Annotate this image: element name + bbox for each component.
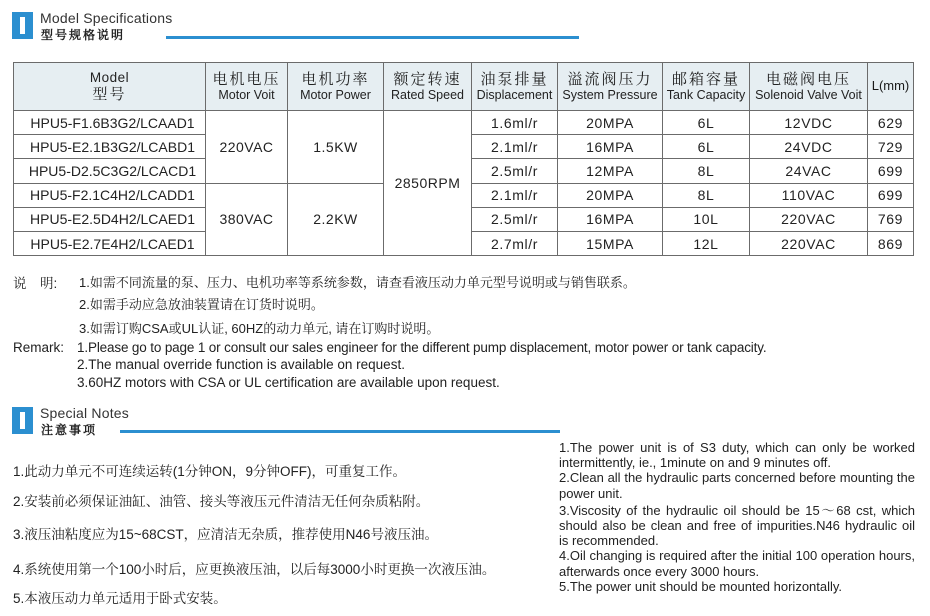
cell-displacement: 2.1ml/r [472, 135, 558, 159]
header-motor-volt: 电机电压 Motor Voit [206, 63, 288, 111]
header-length: L(mm) [868, 63, 914, 111]
header-solenoid-valve-volt: 电磁阀电压 Solenoid Valve Voit [750, 63, 868, 111]
cell-model: HPU5-D2.5C3G2/LCACD1 [14, 159, 206, 183]
table-header-row [14, 63, 914, 111]
cell-displacement: 2.5ml/r [472, 159, 558, 183]
cell-tank: 8L [663, 183, 750, 207]
cell-motor-volt: 380VAC [206, 183, 288, 256]
header-motor-power: 电机功率 Motor Power [288, 63, 384, 111]
special-cn-item: 4.系统使用第一个100小时后，应更换液压油，以后每3000小时更换一次液压油。 [13, 562, 496, 577]
special-cn-item: 2.安装前必须保证油缸、油管、接头等液压元件清洁无任何杂质粘附。 [13, 494, 430, 509]
cell-solenoid: 24VAC [750, 159, 868, 183]
notes-en-item: 1.Please go to page 1 or consult our sales engineer for the different pump displacement, motor power or tank capacity. [77, 340, 767, 355]
header-model: Model 型号 [14, 63, 206, 111]
cell-length: 769 [868, 207, 914, 231]
cell-pressure: 15MPA [558, 231, 663, 255]
cell-model: HPU5-F1.6B3G2/LCAAD1 [14, 111, 206, 135]
model-spec-table [13, 62, 914, 256]
notes-cn-item: 2.如需手动应急放油装置请在订货时说明。 [79, 297, 324, 312]
cell-length: 699 [868, 183, 914, 207]
special-cn-item: 1.此动力单元不可连续运转(1分钟ON，9分钟OFF)，可重复工作。 [13, 464, 407, 479]
header-tank-capacity: 邮箱容量 Tank Capacity [663, 63, 750, 111]
special-en-item: 3.Viscosity of the hydraulic oil should be 15～68 cst, which should also be clean and free of impurities.N46 hydraulic oil is recommended. [559, 502, 915, 549]
cell-pressure: 20MPA [558, 111, 663, 135]
section-marker-icon [12, 407, 33, 434]
cell-solenoid: 220VAC [750, 207, 868, 231]
section-divider [166, 36, 579, 39]
cell-motor-volt: 220VAC [206, 111, 288, 184]
cell-solenoid: 220VAC [750, 231, 868, 255]
special-en-item: 4.Oil changing is required after the initial 100 operation hours, afterwards once every 3000 hours. [559, 548, 915, 579]
notes-cn-item: 1.如需不同流量的泵、压力、电机功率等系统参数，请查看液压动力单元型号说明或与销售联系。 [79, 275, 636, 290]
cell-displacement: 2.5ml/r [472, 207, 558, 231]
cell-model: HPU5-E2.7E4H2/LCAED1 [14, 231, 206, 255]
cell-tank: 10L [663, 207, 750, 231]
special-en-item: 2.Clean all the hydraulic parts concerned before mounting the power unit. [559, 470, 915, 501]
notes-en-label: Remark: [13, 340, 65, 355]
special-notes-en [559, 440, 915, 594]
cell-motor-power: 2.2KW [288, 183, 384, 256]
cell-displacement: 1.6ml/r [472, 111, 558, 135]
cell-model: HPU5-E2.1B3G2/LCABD1 [14, 135, 206, 159]
cell-model: HPU5-F2.1C4H2/LCADD1 [14, 183, 206, 207]
notes-cn-label: 说 明: [13, 276, 58, 291]
section-title-cn: 注意事项 [41, 423, 98, 437]
header-system-pressure: 溢流阀压力 System Pressure [558, 63, 663, 111]
notes-en-item: 2.The manual override function is available on request. [77, 357, 405, 372]
cell-pressure: 16MPA [558, 207, 663, 231]
section-title-en: Model Specifications [40, 10, 173, 26]
header-displacement: 油泵排量 Displacement [472, 63, 558, 111]
cell-pressure: 12MPA [558, 159, 663, 183]
cell-tank: 6L [663, 135, 750, 159]
section-title-en: Special Notes [40, 405, 129, 421]
cell-rated-speed: 2850RPM [384, 111, 472, 256]
cell-tank: 12L [663, 231, 750, 255]
cell-motor-power: 1.5KW [288, 111, 384, 184]
cell-tank: 8L [663, 159, 750, 183]
cell-length: 629 [868, 111, 914, 135]
notes-en [13, 340, 918, 394]
notes-cn-item: 3.如需订购CSA或UL认证, 60HZ的动力单元, 请在订购时说明。 [79, 321, 440, 336]
special-cn-item: 3.液压油粘度应为15~68CST，应清洁无杂质，推荐使用N46号液压油。 [13, 527, 438, 542]
cell-displacement: 2.7ml/r [472, 231, 558, 255]
cell-solenoid: 110VAC [750, 183, 868, 207]
cell-displacement: 2.1ml/r [472, 183, 558, 207]
cell-length: 869 [868, 231, 914, 255]
special-en-item: 5.The power unit should be mounted horizontally. [559, 578, 843, 594]
cell-pressure: 20MPA [558, 183, 663, 207]
cell-pressure: 16MPA [558, 135, 663, 159]
cell-length: 729 [868, 135, 914, 159]
cell-solenoid: 24VDC [750, 135, 868, 159]
notes-cn [13, 272, 913, 338]
section-divider [120, 430, 560, 433]
section-title-cn: 型号规格说明 [41, 28, 126, 42]
cell-model: HPU5-E2.5D4H2/LCAED1 [14, 207, 206, 231]
table-row [14, 111, 914, 135]
cell-solenoid: 12VDC [750, 111, 868, 135]
special-notes-cn [13, 460, 553, 610]
header-rated-speed: 额定转速 Rated Speed [384, 63, 472, 111]
cell-tank: 6L [663, 111, 750, 135]
section-marker-icon [12, 12, 33, 39]
special-en-item: 1.The power unit is of S3 duty, which can only be worked intermittently, ie., 1minute on and 9 minutes off. [559, 440, 915, 471]
special-cn-item: 5.本液压动力单元适用于卧式安装。 [13, 591, 227, 606]
cell-length: 699 [868, 159, 914, 183]
notes-en-item: 3.60HZ motors with CSA or UL certification are available upon request. [77, 375, 500, 390]
